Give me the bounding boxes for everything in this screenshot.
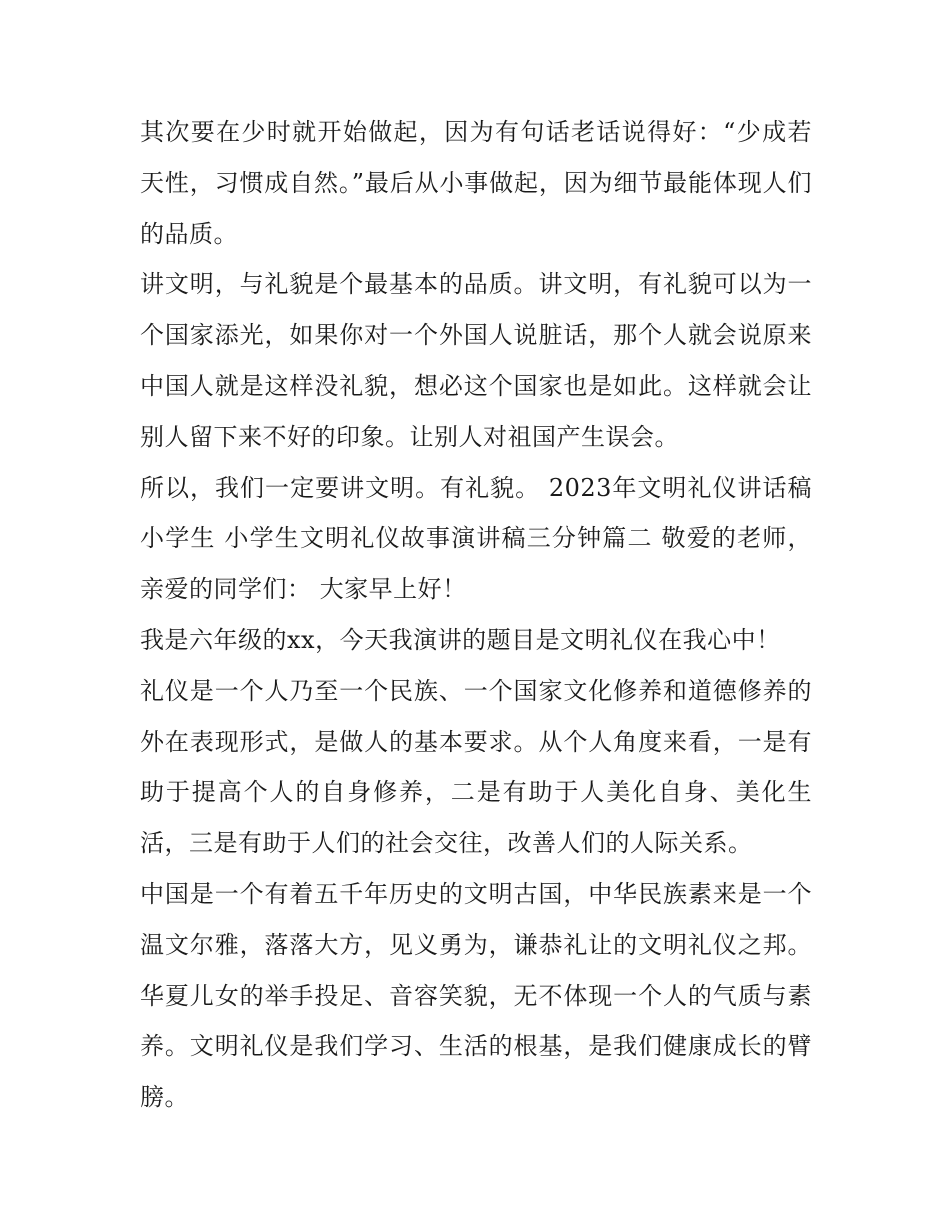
paragraph-habits: 其次要在少时就开始做起，因为有句话老话说得好：“少成若天性，习惯成自然。”最后从小事做起，因为细节最能体现人们的品质。 [140,118,812,248]
paragraph-civility: 讲文明，与礼貌是个最基本的品质。讲文明，有礼貌可以为一个国家添光，如果你对一个外国人说脏话，那个人就会说原来中国人就是这样没礼貌，想必这个国家也是如此。这样就会让别人留下来不好的印象。让别人对祖国产生误会。 [140,270,812,451]
paragraph-self-intro: 我是六年级的xx，今天我演讲的题目是文明礼仪在我心中！ [140,625,781,654]
paragraph-china-heritage: 中国是一个有着五千年历史的文明古国，中华民族素来是一个温文尔雅，落落大方，见义勇为，谦恭礼让的文明礼仪之邦。华夏儿女的举手投足、音容笑貌，无不体现一个人的气质与素养。文明礼仪是我们学习、生活的根基，是我们健康成长的臂膀。 [140,879,812,1112]
document-body [140,107,812,1123]
paragraph-etiquette-definition: 礼仪是一个人乃至一个民族、一个国家文化修养和道德修养的外在表现形式，是做人的基本要求。从个人角度来看，一是有助于提高个人的自身修养，二是有助于人美化自身、美化生活，三是有助于人们的社会交往，改善人们的人际关系。 [140,676,812,858]
paragraph-speech-intro: 所以，我们一定要讲文明。有礼貌。 2023年文明礼仪讲话稿小学生 小学生文明礼仪故事演讲稿三分钟篇二 敬爱的老师，亲爱的同学们： 大家早上好！ [140,473,812,604]
